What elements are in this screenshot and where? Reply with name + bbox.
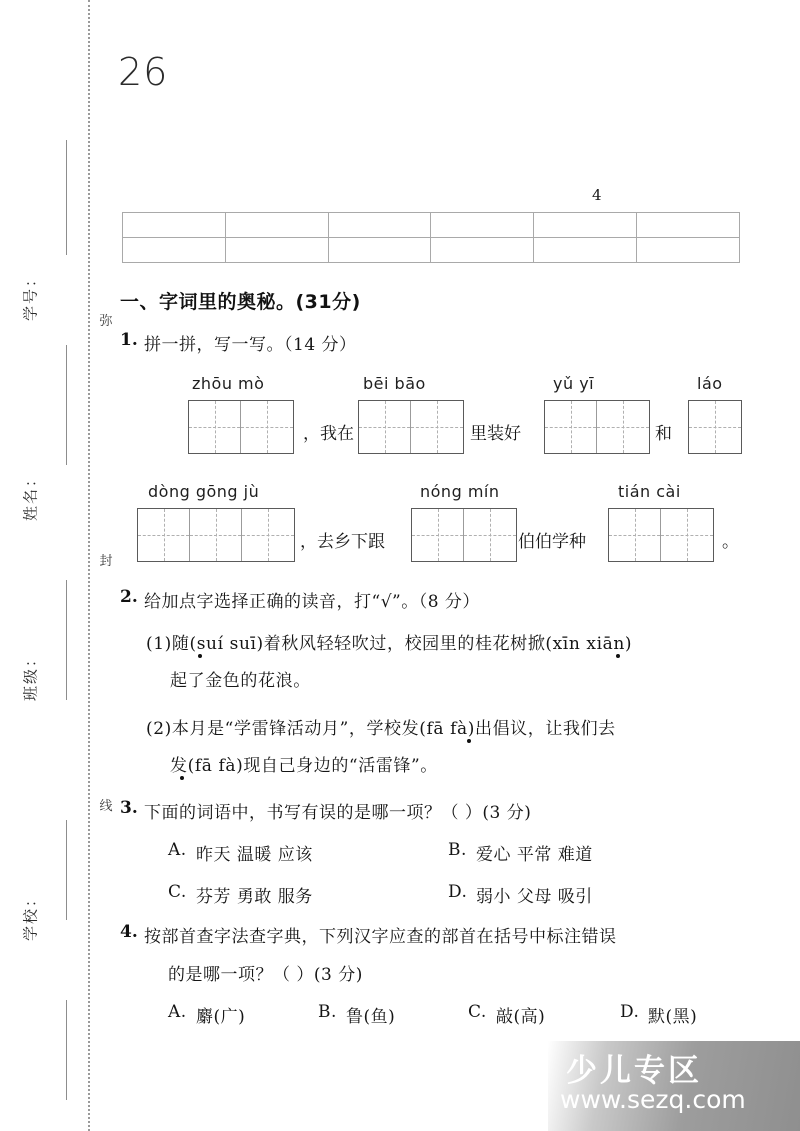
writing-cell[interactable]: [411, 401, 463, 453]
table-row: [123, 213, 740, 238]
question-4-prompt-line-2: 的是哪一项？（ ）(3 分): [168, 965, 363, 985]
question-2-prompt: 给加点字选择正确的读音，打“√”。（8 分）: [144, 592, 480, 612]
question-4-option-a-text[interactable]: 麝(广): [196, 1007, 246, 1027]
writing-grid-nong-min[interactable]: [411, 508, 517, 562]
pinyin-bei-bao: bēi bāo: [363, 374, 426, 393]
writing-cell[interactable]: [412, 509, 464, 561]
table-cell[interactable]: [225, 213, 328, 238]
writing-grid-lao[interactable]: [688, 400, 742, 454]
pinyin-yu-yi: yǔ yī: [553, 374, 595, 393]
table-row: [123, 238, 740, 263]
section-heading: 一、字词里的奥秘。(31分): [120, 291, 361, 313]
writing-cell[interactable]: [689, 401, 741, 453]
seal-char-mi: 弥: [99, 314, 113, 329]
question-2-number: 2.: [120, 587, 138, 607]
writing-cell[interactable]: [241, 401, 293, 453]
question-2-item-1-line-2: 起了金色的花浪。: [170, 671, 311, 691]
question-3-option-d-text[interactable]: 弱小 父母 吸引: [476, 887, 593, 907]
emphasis-dot: [467, 739, 471, 743]
score-table: [122, 212, 740, 263]
table-cell[interactable]: [637, 213, 740, 238]
pinyin-nong-min: nóng mín: [420, 482, 500, 501]
question-2-item-2-line-1: (2)本月是“学雷锋活动月”，学校发(fā fà)出倡议，让我们去: [146, 719, 616, 739]
writing-grid-bei-bao[interactable]: [358, 400, 464, 454]
table-cell[interactable]: [328, 213, 431, 238]
table-cell[interactable]: [225, 238, 328, 263]
writing-cell[interactable]: [242, 509, 294, 561]
question-3-number: 3.: [120, 798, 138, 818]
writing-cell[interactable]: [359, 401, 411, 453]
page-number: 26: [118, 50, 169, 94]
connector-text-lizhuanghao: 里装好: [470, 424, 521, 444]
writing-cell[interactable]: [138, 509, 190, 561]
watermark-url: www.sezq.com: [560, 1085, 746, 1114]
writing-cell[interactable]: [190, 509, 242, 561]
pinyin-zhou-mo: zhōu mò: [192, 374, 265, 393]
margin-rule-2: [66, 345, 67, 465]
writing-cell[interactable]: [661, 509, 713, 561]
pinyin-dong-gong-ju: dòng gōng jù: [148, 482, 260, 501]
watermark: [548, 1041, 800, 1131]
table-cell[interactable]: [123, 213, 226, 238]
watermark-brand: 少儿专区: [566, 1053, 702, 1089]
margin-rule-1: [66, 140, 67, 255]
binding-dotted-line: [88, 0, 90, 1131]
connector-text-bobaxuezhong: 伯伯学种: [518, 532, 586, 552]
question-4-option-d-label[interactable]: D.: [620, 1002, 640, 1022]
margin-rule-4: [66, 820, 67, 920]
writing-cell[interactable]: [545, 401, 597, 453]
question-4-option-b-text[interactable]: 鲁(鱼): [346, 1007, 396, 1027]
connector-text-wozai: ，我在: [303, 424, 354, 444]
emphasis-dot: [616, 654, 620, 658]
pinyin-lao: láo: [697, 374, 723, 393]
emphasis-dot: [180, 776, 184, 780]
question-3-option-a-label[interactable]: A.: [168, 840, 187, 860]
question-4-option-c-text[interactable]: 敲(高): [496, 1007, 546, 1027]
margin-label-student-id: 学号：: [21, 270, 40, 322]
connector-text-he: 和: [655, 424, 672, 444]
connector-text-quxiangxiagen: ，去乡下跟: [300, 532, 385, 552]
question-2-item-1-line-1: (1)随(suí suī)着秋风轻轻吹过，校园里的桂花树掀(xīn xiān): [146, 634, 633, 654]
question-3-option-d-label[interactable]: D.: [448, 882, 468, 902]
writing-cell[interactable]: [464, 509, 516, 561]
question-1-number: 1.: [120, 330, 138, 350]
seal-char-feng: 封: [99, 554, 113, 569]
question-2-item-2-line-2: 发(fā fà)现自己身边的“活雷锋”。: [170, 756, 438, 776]
question-4-option-a-label[interactable]: A.: [168, 1002, 187, 1022]
table-cell[interactable]: [431, 213, 534, 238]
writing-grid-dong-gong-ju[interactable]: [137, 508, 295, 562]
pinyin-tian-cai: tián cài: [618, 482, 681, 501]
emphasis-dot: [198, 654, 202, 658]
question-4-prompt-line-1: 按部首查字法查字典，下列汉字应查的部首在括号中标注错误: [144, 927, 617, 947]
question-3-option-b-text[interactable]: 爱心 平常 难道: [476, 845, 593, 865]
writing-grid-tian-cai[interactable]: [608, 508, 714, 562]
question-4-option-c-label[interactable]: C.: [468, 1002, 487, 1022]
table-cell[interactable]: [431, 238, 534, 263]
margin-label-class: 班级：: [21, 650, 40, 702]
writing-cell[interactable]: [189, 401, 241, 453]
question-3-prompt: 下面的词语中，书写有误的是哪一项？（ ）(3 分): [144, 803, 532, 823]
question-3-option-c-text[interactable]: 芬芳 勇敢 服务: [196, 887, 313, 907]
question-4-option-b-label[interactable]: B.: [318, 1002, 337, 1022]
writing-grid-zhou-mo[interactable]: [188, 400, 294, 454]
top-number: 4: [592, 186, 602, 204]
question-3-option-b-label[interactable]: B.: [448, 840, 467, 860]
margin-label-name: 姓名：: [21, 470, 40, 522]
margin-rule-3: [66, 580, 67, 700]
connector-text-period: 。: [722, 532, 739, 552]
question-4-number: 4.: [120, 922, 138, 942]
table-cell[interactable]: [328, 238, 431, 263]
question-3-option-a-text[interactable]: 昨天 温暖 应该: [196, 845, 313, 865]
margin-label-school: 学校：: [21, 890, 40, 942]
margin-rule-5: [66, 1000, 67, 1100]
table-cell[interactable]: [534, 213, 637, 238]
table-cell[interactable]: [534, 238, 637, 263]
question-3-option-c-label[interactable]: C.: [168, 882, 187, 902]
question-4-option-d-text[interactable]: 默(黑): [648, 1007, 698, 1027]
seal-char-xian: 线: [99, 799, 113, 814]
question-1-prompt: 拼一拼，写一写。（14 分）: [144, 335, 357, 355]
table-cell[interactable]: [637, 238, 740, 263]
writing-grid-yu-yi[interactable]: [544, 400, 650, 454]
table-cell[interactable]: [123, 238, 226, 263]
writing-cell[interactable]: [609, 509, 661, 561]
writing-cell[interactable]: [597, 401, 649, 453]
